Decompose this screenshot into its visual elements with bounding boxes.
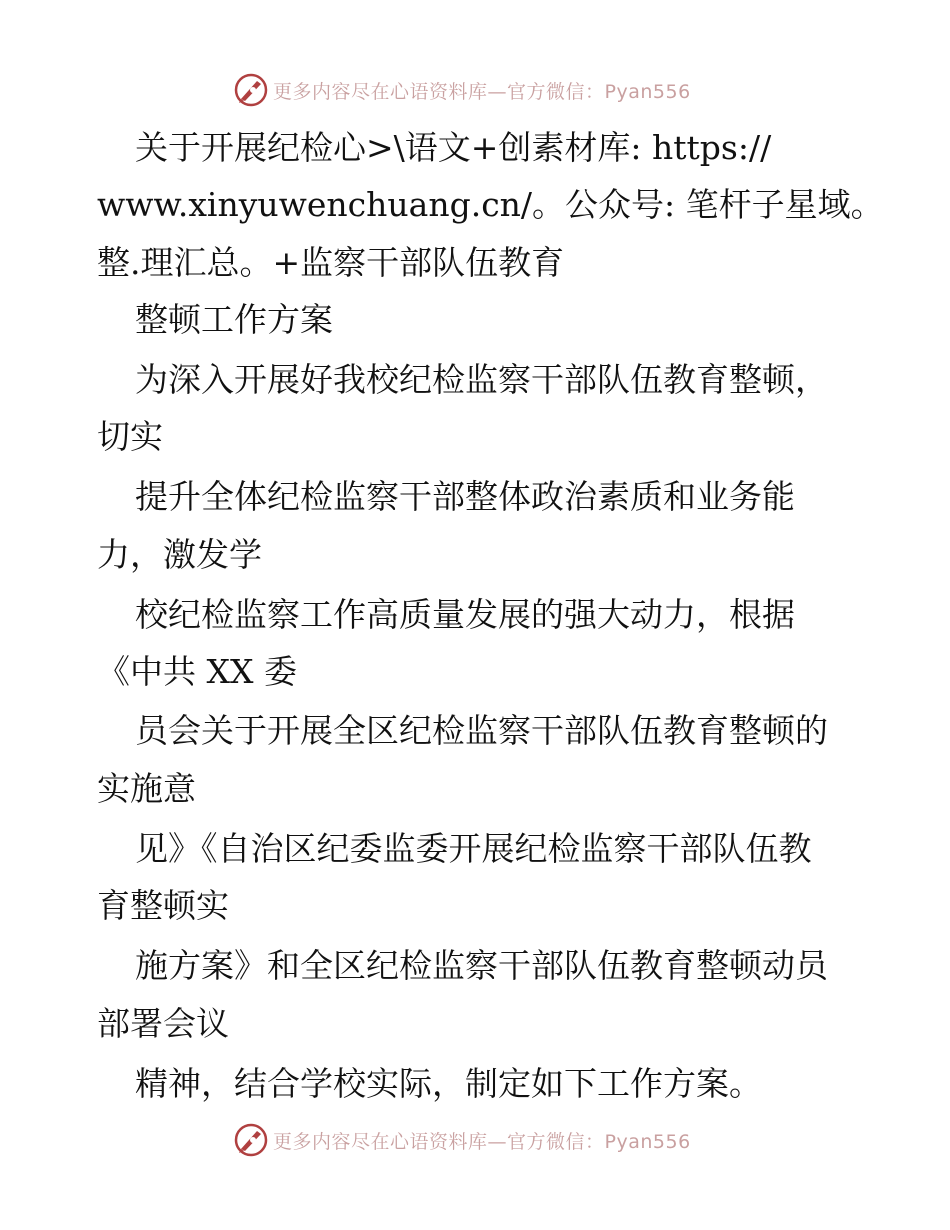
text-line: 力，激发学	[97, 535, 262, 574]
text-line: 见》《自治区纪委监委开展纪检监察干部队伍教	[135, 829, 812, 868]
text-line: 为深入开展好我校纪检监察干部队伍教育整顿，	[135, 360, 828, 399]
text-line: 实施意	[97, 769, 196, 808]
text-line: 部署会议	[97, 1004, 229, 1043]
wechat-id: Pyan556	[604, 80, 691, 103]
text-line: 精神，结合学校实际，制定如下工作方案。	[135, 1064, 762, 1103]
text-line: www.xinyuwenchuang.cn/。公众号: 笔杆子星域。	[97, 185, 884, 224]
text-line: 切实	[97, 417, 163, 456]
header-watermark-banner	[233, 70, 691, 110]
text-line: 《中共 XX 委	[97, 652, 297, 691]
text-line: 整.理汇总。+监察干部队伍教育	[97, 243, 565, 282]
text-line: 员会关于开展全区纪检监察干部队伍教育整顿的	[135, 711, 828, 750]
wechat-id: Pyan556	[604, 1130, 691, 1153]
text-line: 整顿工作方案	[135, 300, 333, 339]
text-line: 育整顿实	[97, 886, 229, 925]
text-line: 提升全体纪检监察干部整体政治素质和业务能	[135, 477, 795, 516]
text-line: 施方案》和全区纪检监察干部队伍教育整顿动员	[135, 946, 828, 985]
watermark-text: 更多内容尽在心语资料库—官方微信：Pyan556	[273, 1130, 691, 1153]
pen-quill-logo-icon	[233, 72, 269, 108]
footer-watermark-banner	[233, 1120, 691, 1160]
text-line: 关于开展纪检心>\语文+创素材库: https://	[135, 128, 772, 167]
text-line: 校纪检监察工作高质量发展的强大动力，根据	[135, 595, 795, 634]
pen-quill-logo-icon	[233, 1122, 269, 1158]
watermark-text: 更多内容尽在心语资料库—官方微信：Pyan556	[273, 80, 691, 103]
